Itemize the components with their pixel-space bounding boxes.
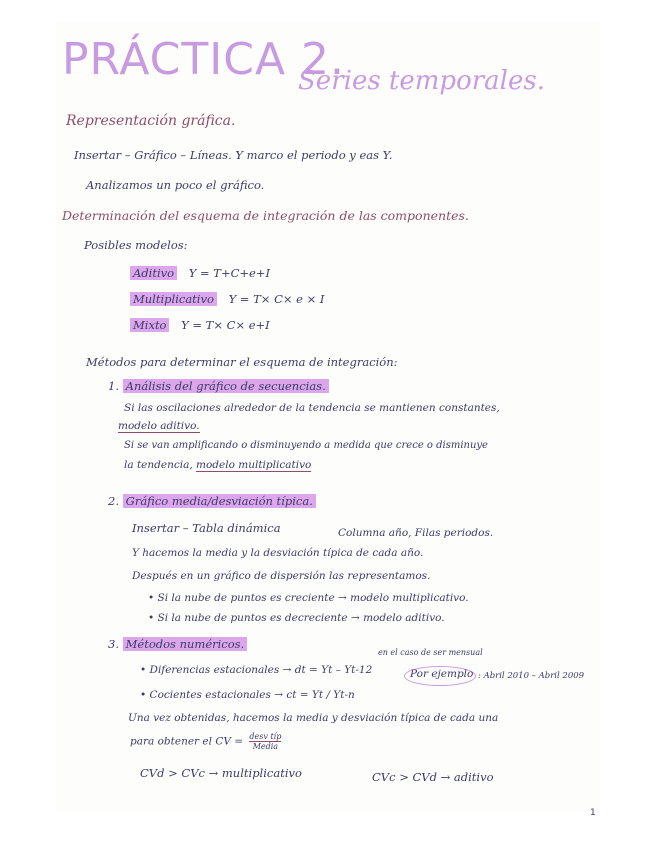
method-3-heading	[108, 637, 247, 651]
model-formula: Y = T+C+e+I	[188, 266, 270, 280]
method-title: Métodos numéricos.	[123, 637, 248, 651]
method-number: 1.	[108, 379, 119, 393]
model-formula: Y = T× C× e × I	[228, 292, 325, 306]
example-value: : Abril 2010 – Abril 2009	[478, 671, 585, 681]
method-title: Gráfico media/desviación típica.	[123, 494, 316, 508]
text-line: Insertar – Tabla dinámica	[132, 521, 281, 535]
method-2-heading	[108, 494, 316, 508]
text-line: Analizamos un poco el gráfico.	[86, 178, 265, 192]
method-number: 3.	[108, 637, 119, 651]
model-name: Aditivo	[130, 266, 177, 280]
model-aditivo	[130, 266, 270, 280]
text-line: Si se van amplificando o disminuyendo a medida que crece o disminuye	[124, 440, 488, 451]
text-line: Y hacemos la media y la desviación típica de cada año.	[132, 547, 424, 559]
model-multiplicativo	[130, 292, 324, 306]
model-name: Mixto	[130, 318, 169, 332]
text-line: Si las oscilaciones alrededor de la tendencia se mantienen constantes,	[124, 402, 500, 414]
page-subtitle: Series temporales.	[298, 66, 545, 96]
text-line: Una vez obtenidas, hacemos la media y desviación típica de cada una	[128, 712, 499, 724]
section-heading-scheme: Determinación del esquema de integración de las componentes.	[62, 208, 469, 223]
page-number: 1	[590, 808, 596, 818]
list-item: • Cocientes estacionales → ct = Yt / Yt-n	[140, 689, 355, 701]
model-name: Multiplicativo	[130, 292, 217, 306]
list-item: • Si la nube de puntos es decreciente → modelo aditivo.	[148, 612, 445, 624]
section-heading-representation: Representación gráfica.	[66, 113, 236, 129]
text-line: Después en un gráfico de dispersión las representamos.	[132, 570, 431, 582]
text-line: Columna año, Filas periodos.	[338, 527, 494, 539]
text-line: Insertar – Gráfico – Líneas. Y marco el periodo y eas Y.	[74, 148, 393, 162]
fraction-numerator: desv típ	[249, 732, 282, 741]
list-item: • Si la nube de puntos es creciente → modelo multiplicativo.	[148, 592, 469, 604]
text-line: la tendencia, modelo multiplicativo	[124, 459, 312, 471]
method-title: Análisis del gráfico de secuencias.	[123, 379, 329, 393]
text-line: Posibles modelos:	[84, 238, 188, 252]
margin-note: en el caso de ser mensual	[378, 648, 483, 657]
cv-rule-aditivo: CVc > CVd → aditivo	[372, 770, 494, 784]
list-item: • Diferencias estacionales → dt = Yt – Yt-12	[140, 664, 373, 676]
page-title: PRÁCTICA 2.	[62, 34, 346, 85]
fraction-denominator: Media	[252, 742, 279, 751]
example-label: Por ejemplo	[410, 668, 474, 680]
cv-rule-multiplicativo: CVd > CVc → multiplicativo	[140, 766, 302, 780]
method-1-heading	[108, 379, 329, 393]
model-mixto	[130, 318, 270, 332]
method-number: 2.	[108, 494, 119, 508]
methods-intro: Métodos para determinar el esquema de integración:	[86, 355, 398, 369]
cv-formula: para obtener el CV = desv típ Media	[130, 732, 282, 751]
model-formula: Y = T× C× e+I	[181, 318, 270, 332]
text-line: modelo aditivo.	[118, 420, 200, 432]
